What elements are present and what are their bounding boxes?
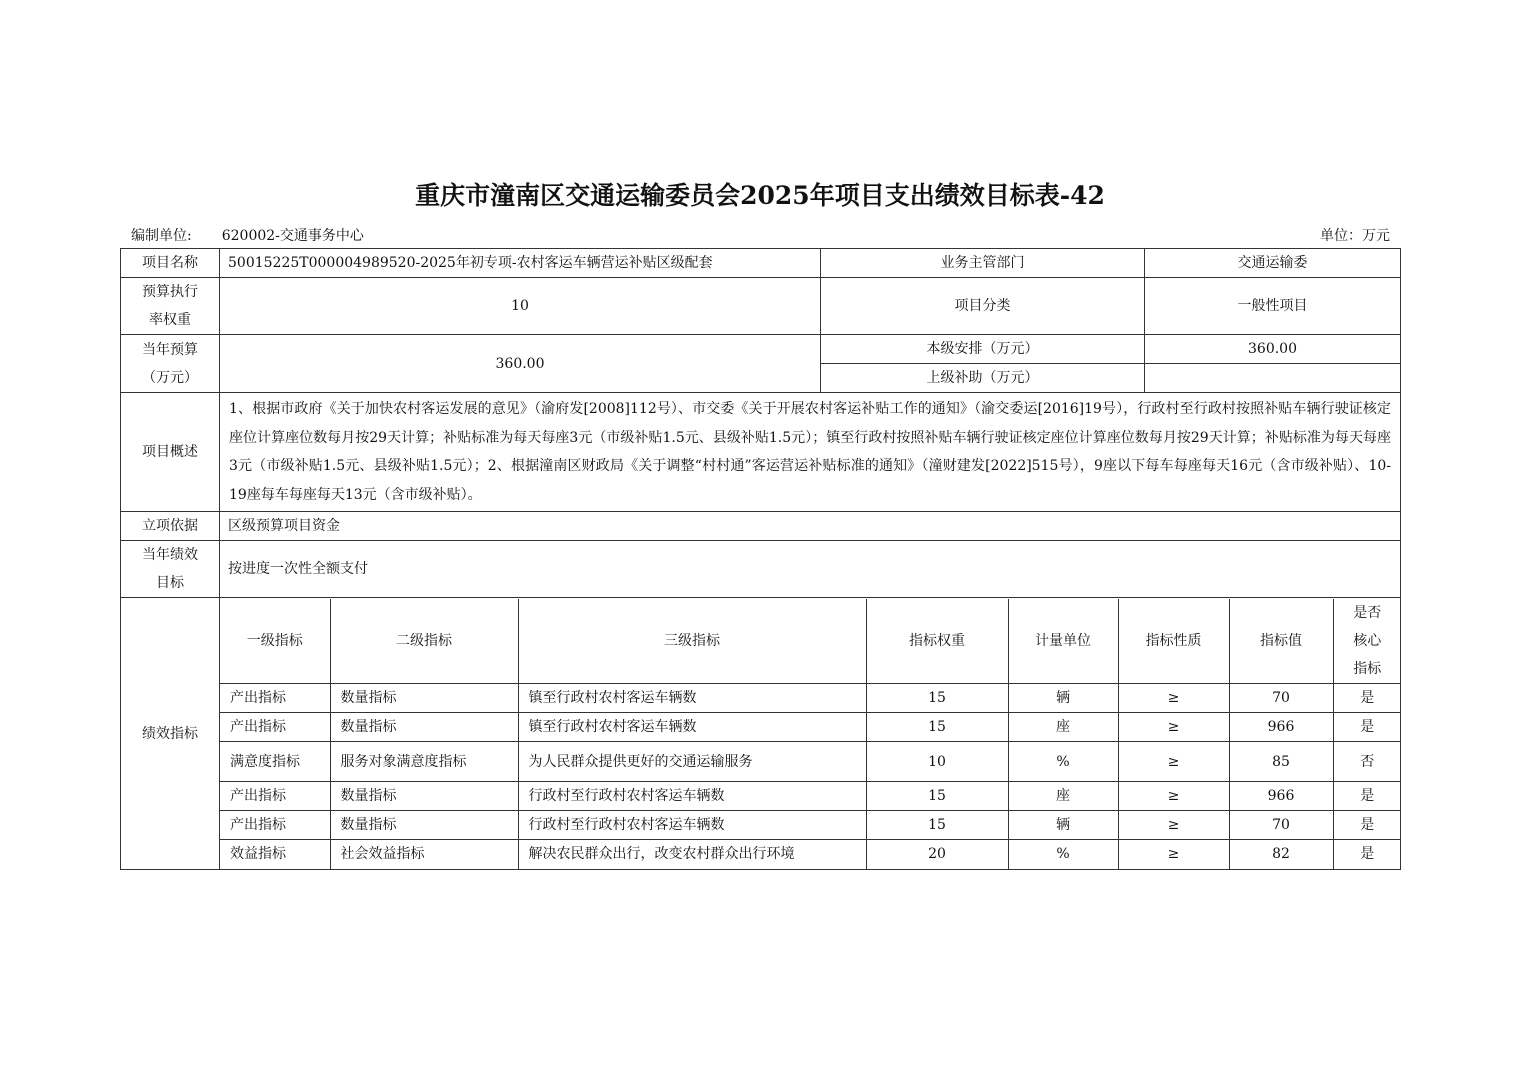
indicator-core: 否 <box>1333 742 1401 782</box>
row-budget-local <box>121 335 1401 364</box>
compiling-unit <box>131 225 364 245</box>
currency-unit: 单位：万元 <box>1320 228 1390 244</box>
weight-value: 10 <box>220 278 821 335</box>
indicator-header-row <box>220 599 1401 684</box>
indicator-weight: 15 <box>866 811 1008 840</box>
indicator-unit: 座 <box>1008 713 1118 742</box>
indicator-unit: 辆 <box>1008 811 1118 840</box>
indicator-nature: ≥ <box>1118 840 1229 869</box>
indicator-level1: 满意度指标 <box>220 742 330 782</box>
indicator-value: 82 <box>1229 840 1333 869</box>
indicator-core: 是 <box>1333 782 1401 811</box>
indicator-nature: ≥ <box>1118 742 1229 782</box>
document-title: 重庆市潼南区交通运输委员会2025年项目支出绩效目标表-42 <box>415 181 1105 210</box>
row-summary <box>121 393 1401 512</box>
indicator-value: 70 <box>1229 684 1333 713</box>
goal-label-line-2: 目标 <box>156 575 184 591</box>
project-name-value: 50015225T000004989520-2025年初专项-农村客运车辆营运补贴区级配套 <box>220 249 821 278</box>
compiling-unit-value: 620002-交通事务中心 <box>221 228 364 244</box>
weight-label-line-2: 率权重 <box>149 312 191 328</box>
indicator-value: 70 <box>1229 811 1333 840</box>
header-nature: 指标性质 <box>1118 599 1229 684</box>
indicator-value: 966 <box>1229 782 1333 811</box>
indicator-unit: 座 <box>1008 782 1118 811</box>
indicator-core: 是 <box>1333 713 1401 742</box>
row-project-name <box>121 249 1401 278</box>
weight-label <box>121 278 220 335</box>
indicator-core: 是 <box>1333 840 1401 869</box>
local-label: 本级安排（万元） <box>821 335 1145 364</box>
indicator-level2: 社会效益指标 <box>330 840 518 869</box>
budget-label-line-2: （万元） <box>142 369 198 386</box>
indicator-level3: 镇至行政村农村客运车辆数 <box>518 684 866 713</box>
header-core-line-2: 核心 <box>1353 632 1382 649</box>
indicator-row <box>220 782 1401 811</box>
indicator-level3: 行政村至行政村农村客运车辆数 <box>518 782 866 811</box>
indicator-weight: 15 <box>866 713 1008 742</box>
perf-cell <box>220 598 1401 870</box>
header-unit: 计量单位 <box>1008 599 1118 684</box>
indicator-row <box>220 684 1401 713</box>
budget-value: 360.00 <box>220 335 821 393</box>
header-core-line-3: 指标 <box>1353 660 1382 677</box>
summary-label: 项目概述 <box>121 393 220 512</box>
indicator-row <box>220 811 1401 840</box>
category-label: 项目分类 <box>821 278 1145 335</box>
row-basis <box>121 512 1401 541</box>
header-level2: 二级指标 <box>330 599 518 684</box>
summary-value: 1、根据市政府《关于加快农村客运发展的意见》（渝府发[2008]112号）、市交委《关于开展农村客运补贴工作的通知》（渝交委运[2016]19号），行政村至行政村按照补贴车辆行驶证核定座位计算座位数每月按29天计算；补贴标准为每天每座3元（市级补贴1.5元、县级补贴1.5元）；镇至行政村按照补贴车辆行驶证核定座位计算座位数每月按29天计算；补贴标准为每天每座3元（市级补贴1.5元、县级补贴1.5元）；2、根据潼南区财政局《关于调整“村村通”客运营运补贴标准的通知》（潼财建发[2022]515号），9座以下每车每座每天16元（含市级补贴）、10-19座每车每座每天13元（含市级补贴）。 <box>220 393 1401 512</box>
project-name-label: 项目名称 <box>121 249 220 278</box>
indicator-row <box>220 840 1401 869</box>
indicator-level2: 数量指标 <box>330 782 518 811</box>
performance-target-table <box>120 248 1401 870</box>
indicator-level3: 镇至行政村农村客运车辆数 <box>518 713 866 742</box>
indicator-value: 966 <box>1229 713 1333 742</box>
indicator-level1: 产出指标 <box>220 684 330 713</box>
indicator-level2: 数量指标 <box>330 713 518 742</box>
indicator-level3: 行政村至行政村农村客运车辆数 <box>518 811 866 840</box>
indicator-level2: 数量指标 <box>330 684 518 713</box>
indicator-weight: 20 <box>866 840 1008 869</box>
goal-label <box>121 541 220 598</box>
indicator-unit: % <box>1008 840 1118 869</box>
indicator-unit: 辆 <box>1008 684 1118 713</box>
weight-label-line-1: 预算执行 <box>142 284 198 300</box>
local-value: 360.00 <box>1145 335 1401 364</box>
header-level3: 三级指标 <box>518 599 866 684</box>
header-core-line-1: 是否 <box>1353 604 1382 621</box>
indicator-weight: 15 <box>866 782 1008 811</box>
upper-label: 上级补助（万元） <box>821 364 1145 393</box>
indicator-core: 是 <box>1333 811 1401 840</box>
row-weight <box>121 278 1401 335</box>
indicator-core: 是 <box>1333 684 1401 713</box>
indicator-level2: 数量指标 <box>330 811 518 840</box>
indicator-nature: ≥ <box>1118 713 1229 742</box>
basis-label: 立项依据 <box>121 512 220 541</box>
category-value: 一般性项目 <box>1145 278 1401 335</box>
indicator-row <box>220 713 1401 742</box>
indicator-level2: 服务对象满意度指标 <box>330 742 518 782</box>
indicator-nature: ≥ <box>1118 684 1229 713</box>
row-performance <box>121 598 1401 870</box>
indicator-level1: 产出指标 <box>220 713 330 742</box>
indicator-row <box>220 742 1401 782</box>
goal-label-line-1: 当年绩效 <box>142 547 198 563</box>
header-level1: 一级指标 <box>220 599 330 684</box>
indicator-nature: ≥ <box>1118 782 1229 811</box>
dept-label: 业务主管部门 <box>821 249 1145 278</box>
header-weight: 指标权重 <box>866 599 1008 684</box>
row-goal <box>121 541 1401 598</box>
budget-label-line-1: 当年预算 <box>142 341 198 358</box>
upper-value <box>1145 364 1401 393</box>
indicator-weight: 10 <box>866 742 1008 782</box>
compiling-unit-label: 编制单位: <box>131 228 192 244</box>
perf-label: 绩效指标 <box>121 598 220 870</box>
header-core <box>1333 599 1401 684</box>
goal-value: 按进度一次性全额支付 <box>220 541 1401 598</box>
indicator-nature: ≥ <box>1118 811 1229 840</box>
budget-label <box>121 335 220 393</box>
indicator-level3: 为人民群众提供更好的交通运输服务 <box>518 742 866 782</box>
indicator-level3: 解决农民群众出行，改变农村群众出行环境 <box>518 840 866 869</box>
indicator-weight: 15 <box>866 684 1008 713</box>
indicator-unit: % <box>1008 742 1118 782</box>
indicator-level1: 产出指标 <box>220 811 330 840</box>
indicator-value: 85 <box>1229 742 1333 782</box>
dept-value: 交通运输委 <box>1145 249 1401 278</box>
indicator-level1: 效益指标 <box>220 840 330 869</box>
header-value: 指标值 <box>1229 599 1333 684</box>
indicator-level1: 产出指标 <box>220 782 330 811</box>
indicator-table <box>220 599 1401 869</box>
basis-value: 区级预算项目资金 <box>220 512 1401 541</box>
